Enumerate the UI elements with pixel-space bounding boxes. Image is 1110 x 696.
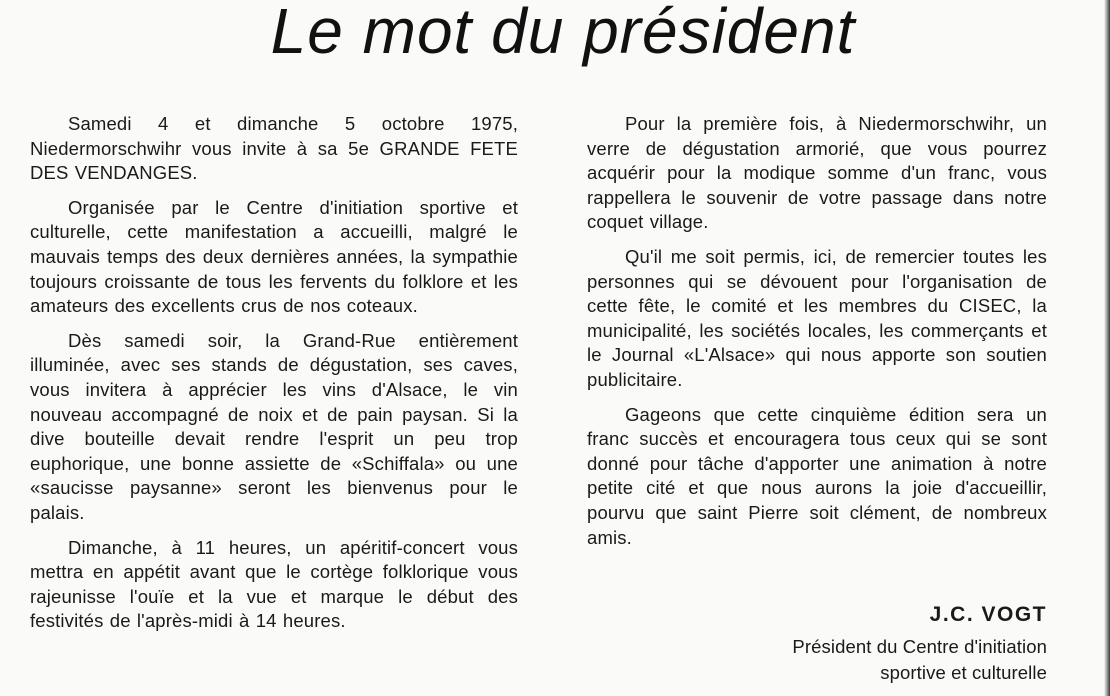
paragraph: Dès samedi soir, la Grand-Rue entièrement illuminée, avec ses stands de dégustation, ses caves, vous invitera à apprécier les vins d'Alsace, le vin nouveau accompagné de noix et de pain paysan. Si la dive bouteille devait rendre l'esprit un peu trop euphorique, une bonne assiette de «Schiffala» ou une «saucisse paysanne» seront les bienvenus pour le palais. — [30, 329, 518, 523]
left-column — [30, 112, 518, 644]
paragraph: Organisée par le Centre d'initiation sportive et culturelle, cette manifestation a accueilli, malgré le mauvais temps des deux dernières années, la sympathie toujours croissante de tous les fervents du folklore et les amateurs des excellents crus de nos coteaux. — [30, 196, 518, 317]
right-column — [587, 112, 1047, 560]
paragraph: Dimanche, à 11 heures, un apéritif-concert vous mettra en appétit avant que le cortège folklorique vous rajeunisse l'ouïe et la vue et marque le début des festivités de l'après-midi à 14 heures. — [30, 536, 518, 632]
signature-name: J.C. VOGT — [929, 603, 1047, 626]
article-title: Le mot du président — [270, 0, 856, 67]
paragraph: Gageons que cette cinquième édition sera un franc succès et encouragera tous ceux qui se sont donné pour tâche d'apporter une animation à notre petite cité et que nous aurons la joie d'accueillir, pourvu que saint Pierre soit clément, de nombreux amis. — [587, 403, 1047, 548]
paragraph: Qu'il me soit permis, ici, de remercier toutes les personnes qui se dévouent pour l'organisation de cette fête, le comité et les membres du CISEC, la municipalité, les sociétés locales, les commerçants et le Journal «L'Alsace» qui nous apporte son soutien publicitaire. — [587, 245, 1047, 390]
signature-role-line-1: Président du Centre d'initiation — [792, 636, 1047, 657]
signature-role-line-2: sportive et culturelle — [880, 662, 1047, 683]
paragraph: Samedi 4 et dimanche 5 octobre 1975, Niedermorschwihr vous invite à sa 5e GRANDE FETE DES VENDANGES. — [30, 113, 518, 184]
page-edge-shadow — [1104, 0, 1110, 696]
paragraph: Pour la première fois, à Niedermorschwihr, un verre de dégustation armorié, que vous pourrez acquérir pour la modique somme d'un franc, vous rappellera le souvenir de votre passage dans notre coquet village. — [587, 113, 1047, 233]
